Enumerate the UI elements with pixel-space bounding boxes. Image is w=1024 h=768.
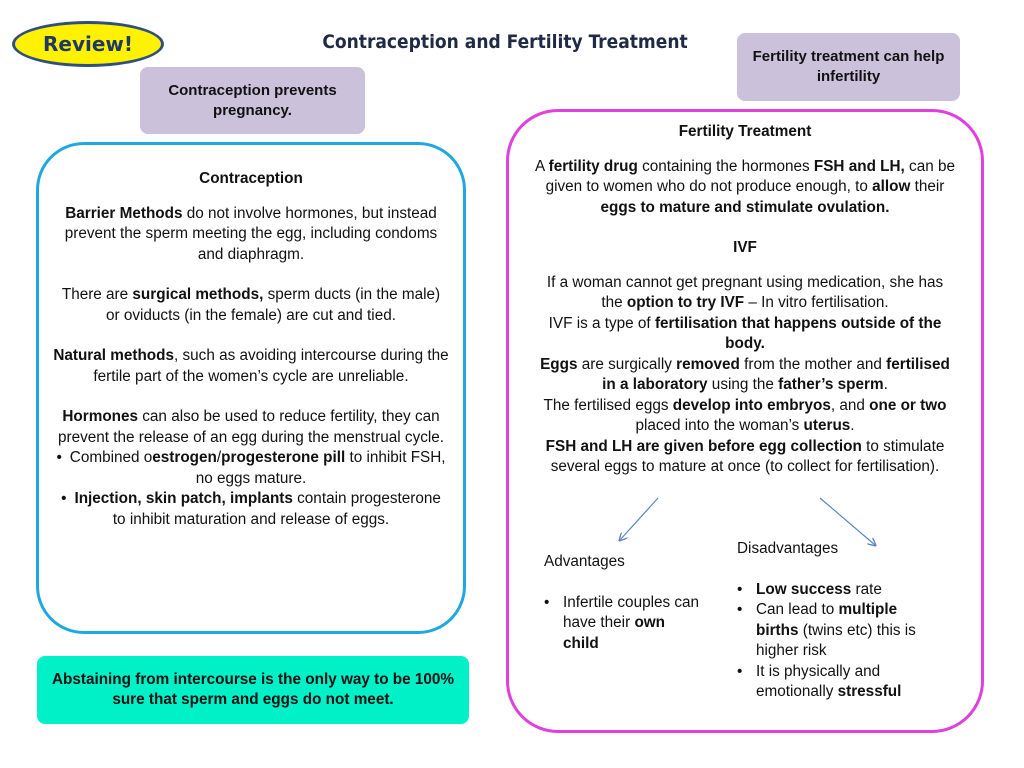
f-i8: removed — [676, 355, 740, 373]
page-title: Contraception and Fertility Treatment — [322, 31, 688, 53]
b1-slash: / — [216, 449, 222, 466]
f-d1: A — [535, 157, 549, 175]
f-i15: develop into embryos — [672, 396, 831, 414]
contraception-callout-text: Contraception prevents pregnancy. — [168, 81, 337, 119]
f-i17: one or two — [869, 396, 947, 414]
surgical-pre: There are — [61, 286, 133, 303]
f-d3: containing the hormones — [637, 157, 814, 175]
surgical-text: sperm ducts (in the male) or oviducts (in the female) are cut and tied. — [106, 286, 441, 324]
ivf-hormones — [535, 437, 955, 478]
f-i21: FSH and LH are given before egg collection — [545, 437, 862, 455]
abstain-text: Abstaining from intercourse is the only way to be 100% sure that sperm and eggs do not meet. — [51, 670, 455, 708]
hormones-text: can also be used to reduce fertility, they can prevent the release of an egg during the menstrual cycle. — [57, 408, 445, 446]
dis-b1-bold: Low success — [756, 580, 852, 598]
hormones — [53, 407, 449, 448]
contraception-panel — [36, 142, 466, 634]
surgical-bold: surgical methods, — [132, 286, 264, 303]
f-i3: – In vitro fertilisation. — [744, 294, 889, 311]
advantages-list — [544, 593, 704, 655]
b1-bold: estrogen — [152, 449, 217, 466]
b1-bold2: progesterone pill — [221, 449, 346, 466]
list-item — [737, 580, 937, 601]
f-d4: FSH and LH, — [813, 157, 905, 175]
natural-bold: Natural methods — [53, 347, 175, 364]
disadvantages-label: Disadvantages — [737, 540, 839, 557]
fertility-heading: Fertility Treatment — [678, 123, 812, 140]
f-i2: option to try IVF — [626, 294, 745, 311]
natural-text: , such as avoiding intercourse during the fertile part of the women’s cycle are unreliable. — [93, 347, 449, 385]
b1-text: to inhibit FSH, no eggs mature. — [195, 449, 446, 487]
advantages-section — [544, 552, 704, 654]
disadvantages-list — [737, 580, 937, 703]
contraception-heading: Contraception — [199, 170, 303, 187]
list-item — [737, 662, 937, 703]
dis-b2-bold: multiple births — [756, 601, 898, 639]
review-badge: Review! — [12, 21, 164, 67]
list-item — [737, 600, 937, 662]
f-d2: fertility drug — [548, 157, 638, 175]
disadvantages-arrow — [820, 498, 875, 545]
f-i5: fertilisation that happens outside of the body. — [654, 314, 942, 352]
dis-b1-text: rate — [851, 580, 882, 598]
f-i16: , and — [830, 396, 870, 414]
f-i19: uterus — [803, 417, 851, 434]
natural-methods — [53, 346, 449, 387]
f-i14: The fertilised eggs — [543, 396, 673, 414]
hormone-bullets — [53, 448, 449, 530]
surgical-methods — [53, 285, 449, 326]
f-i11: using the — [707, 376, 779, 393]
ivf-embryos — [535, 396, 955, 437]
ivf-eggs — [535, 355, 955, 396]
ivf-intro — [535, 273, 955, 314]
f-i22: to stimulate several eggs to mature at once (to collect for fertilisation). — [550, 437, 945, 475]
f-i1: If a woman cannot get pregnant using medication, she has the — [546, 273, 944, 311]
f-i12: father’s sperm — [778, 376, 884, 393]
disadvantages-section — [737, 539, 937, 703]
fertility-drug — [535, 157, 955, 219]
f-d8: eggs to mature and stimulate ovulation. — [600, 198, 890, 216]
dis-b2-pre: Can lead to — [756, 601, 839, 618]
dis-b3-bold: stressful — [837, 683, 902, 700]
b1-pre: Combined o — [69, 449, 153, 466]
abstain-note — [37, 656, 469, 724]
dis-b2-text: (twins etc) this is higher risk — [756, 621, 916, 659]
f-i7: are surgically — [577, 355, 677, 373]
f-i4: IVF is a type of — [548, 314, 655, 332]
f-i18: placed into the woman’s — [635, 417, 804, 434]
f-d7: their — [910, 178, 945, 195]
list-item — [544, 593, 704, 655]
adv-bold: own child — [563, 614, 666, 652]
f-i9: from the mother and — [739, 355, 887, 373]
f-i20: . — [850, 417, 855, 434]
b2-bold: Injection, skin patch, implants — [74, 490, 293, 507]
b2-text: contain progesterone to inhibit maturation and release of eggs. — [112, 490, 441, 528]
fertility-callout-text: Fertility treatment can help infertility — [752, 48, 945, 85]
f-i6: Eggs — [540, 355, 578, 373]
f-d6: allow — [872, 178, 911, 195]
f-i13: . — [883, 376, 888, 393]
barrier-bold: Barrier Methods — [65, 204, 183, 222]
list-item — [53, 448, 449, 489]
fertility-callout — [737, 33, 960, 101]
advantages-label: Advantages — [544, 553, 625, 570]
list-item — [53, 489, 449, 530]
contraception-callout — [140, 67, 365, 134]
f-d5: can be given to women who do not produce enough, to — [545, 157, 955, 195]
dis-b3-pre: It is physically and emotionally — [756, 662, 881, 700]
barrier-methods — [53, 204, 449, 266]
hormones-bold: Hormones — [62, 408, 139, 425]
ivf-type — [535, 314, 955, 355]
ivf-heading: IVF — [733, 239, 757, 256]
barrier-text: do not involve hormones, but instead prevent the sperm meeting the egg, including condoms and diaphragm. — [64, 204, 438, 263]
adv-pre: Infertile couples can have their — [563, 593, 700, 631]
advantages-arrow — [620, 498, 658, 540]
f-i10: fertilised in a laboratory — [602, 355, 950, 393]
